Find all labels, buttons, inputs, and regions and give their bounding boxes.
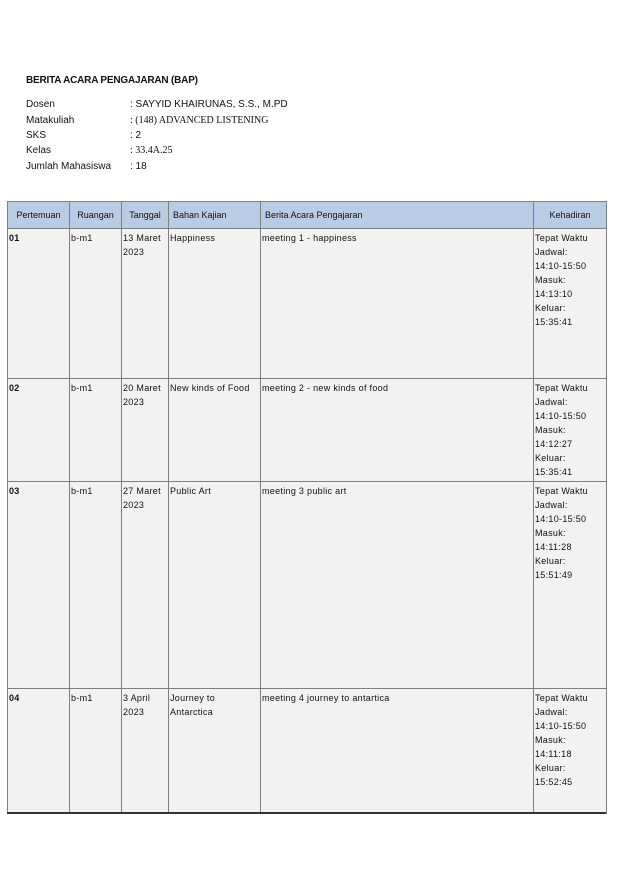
cell-ruangan: b-m1 (70, 379, 122, 482)
kehadiran-line: 15:51:49 (535, 570, 573, 580)
header-kehadiran: Kehadiran (534, 202, 607, 229)
kehadiran-line: 14:10-15:50 (535, 721, 587, 731)
course-info (26, 97, 288, 174)
kehadiran-line: Masuk: (535, 425, 566, 435)
cell-kehadiran (534, 482, 607, 689)
kehadiran-line: 14:13:10 (535, 289, 573, 299)
cell-bahan-kajian: Journey to Antarctica (169, 689, 261, 814)
kehadiran-line: Tepat Waktu (535, 383, 588, 393)
info-value: : 18 (130, 160, 147, 172)
table-row (8, 229, 607, 379)
kehadiran-line: Tepat Waktu (535, 693, 588, 703)
bottom-rule (7, 812, 606, 814)
kehadiran-line: Masuk: (535, 528, 566, 538)
header-tanggal: Tanggal (122, 202, 169, 229)
info-row-dosen (26, 97, 288, 112)
kehadiran-line: 14:11:18 (535, 749, 572, 759)
kehadiran-line: 14:12:27 (535, 439, 573, 449)
info-value: : 2 (130, 129, 142, 141)
kehadiran-line: Keluar: (535, 453, 566, 463)
cell-bahan-kajian: Happiness (169, 229, 261, 379)
info-value: : SAYYID KHAIRUNAS, S.S., M.PD (130, 99, 288, 111)
cell-berita-acara: meeting 2 - new kinds of food (261, 379, 534, 482)
info-label: SKS (26, 129, 47, 141)
info-label: Jumlah Mahasiswa (26, 160, 112, 172)
cell-kehadiran (534, 379, 607, 482)
cell-pertemuan: 04 (8, 689, 70, 814)
info-row-sks (26, 128, 288, 143)
kehadiran-line: 14:10-15:50 (535, 411, 587, 421)
cell-ruangan: b-m1 (70, 689, 122, 814)
kehadiran-line: Jadwal: (535, 397, 568, 407)
cell-pertemuan: 01 (8, 229, 70, 379)
table-row (8, 379, 607, 482)
info-label: Kelas (26, 145, 52, 157)
cell-tanggal: 3 April 2023 (122, 689, 169, 814)
cell-ruangan: b-m1 (70, 229, 122, 379)
info-label: Dosen (26, 99, 55, 111)
kehadiran-line: 15:35:41 (535, 467, 573, 477)
kehadiran-line: Masuk: (535, 735, 566, 745)
kehadiran-line: Keluar: (535, 556, 566, 566)
kehadiran-line: 14:10-15:50 (535, 514, 587, 524)
header-bahan-kajian: Bahan Kajian (169, 202, 261, 229)
kehadiran-line: 15:52:45 (535, 777, 573, 787)
kehadiran-line: 14:10-15:50 (535, 261, 587, 271)
info-value: : 33.4A.25 (130, 145, 173, 157)
header-pertemuan: Pertemuan (8, 202, 70, 229)
cell-pertemuan: 03 (8, 482, 70, 689)
cell-berita-acara: meeting 1 - happiness (261, 229, 534, 379)
cell-tanggal: 27 Maret 2023 (122, 482, 169, 689)
kehadiran-line: 14:11:28 (535, 542, 572, 552)
info-label: Matakuliah (26, 114, 75, 126)
bap-table (7, 201, 607, 814)
info-row-jumlah-mahasiswa (26, 159, 288, 174)
cell-berita-acara: meeting 3 public art (261, 482, 534, 689)
cell-kehadiran (534, 689, 607, 814)
header-ruangan: Ruangan (70, 202, 122, 229)
table-row (8, 482, 607, 689)
cell-bahan-kajian: Public Art (169, 482, 261, 689)
cell-berita-acara: meeting 4 journey to antartica (261, 689, 534, 814)
table-row (8, 689, 607, 814)
cell-ruangan: b-m1 (70, 482, 122, 689)
kehadiran-line: Jadwal: (535, 707, 568, 717)
kehadiran-line: Tepat Waktu (535, 233, 588, 243)
document-title: BERITA ACARA PENGAJARAN (BAP) (26, 75, 198, 86)
cell-kehadiran (534, 229, 607, 379)
info-value: : (148) ADVANCED LISTENING (130, 114, 269, 126)
cell-pertemuan: 02 (8, 379, 70, 482)
header-berita-acara: Berita Acara Pengajaran (261, 202, 534, 229)
table-header-row (8, 202, 607, 229)
kehadiran-line: Jadwal: (535, 247, 568, 257)
cell-tanggal: 13 Maret 2023 (122, 229, 169, 379)
kehadiran-line: Masuk: (535, 275, 566, 285)
kehadiran-line: Keluar: (535, 303, 566, 313)
cell-tanggal: 20 Maret 2023 (122, 379, 169, 482)
kehadiran-line: Jadwal: (535, 500, 568, 510)
kehadiran-line: Tepat Waktu (535, 486, 588, 496)
info-row-kelas (26, 143, 288, 158)
kehadiran-line: 15:35:41 (535, 317, 573, 327)
info-row-matakuliah (26, 112, 288, 127)
kehadiran-line: Keluar: (535, 763, 566, 773)
cell-bahan-kajian: New kinds of Food (169, 379, 261, 482)
